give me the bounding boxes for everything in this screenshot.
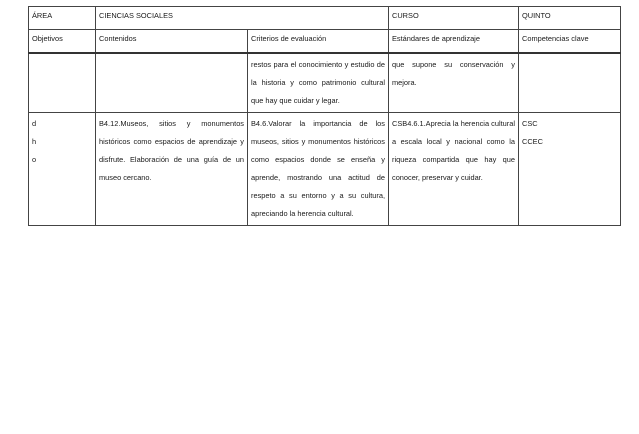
content-row — [29, 113, 621, 226]
area-label: ÁREA — [32, 11, 53, 20]
curso-value-cell — [519, 7, 621, 30]
col-criterios: Criterios de evaluación — [248, 30, 389, 54]
estandares-cell: CSB4.6.1.Aprecia la herencia cultural a escala local y nacional como la riqueza compartida que hay que conocer, preservar y cuidar. — [389, 113, 519, 226]
col-objetivos: Objetivos — [29, 30, 96, 54]
area-value: CIENCIAS SOCIALES — [99, 11, 173, 20]
objetivo-item: o — [32, 155, 37, 164]
curso-value: QUINTO — [522, 11, 551, 20]
column-header-row — [29, 30, 621, 54]
contenidos-cell: B4.12.Museos, sitios y monumentos históricos como espacios de aprendizaje y disfrute. Elaboración de una guía de un museo cercano. — [96, 113, 248, 226]
cont-estandares-cell: que supone su conservación y mejora. — [389, 53, 519, 113]
curso-label: CURSO — [392, 11, 419, 20]
col-estandares: Estándares de aprendizaje — [389, 30, 519, 54]
header-row — [29, 7, 621, 30]
competencia-item: CSC — [522, 119, 538, 128]
continuation-row — [29, 53, 621, 113]
criterios-cell: B4.6.Valorar la importancia de los museos, sitios y monumentos históricos como espacios donde se enseña y aprende, mostrando una actitud de respeto a su entorno y a su cultura, apreciando la herencia cultural. — [248, 113, 389, 226]
objetivo-item: d — [32, 119, 37, 128]
cont-objetivos-cell — [29, 53, 96, 113]
cont-contenidos-cell — [96, 53, 248, 113]
objetivo-item: h — [32, 137, 37, 146]
area-value-cell — [96, 7, 389, 30]
cont-criterios-cell: restos para el conocimiento y estudio de la historia y como patrimonio cultural que hay que cuidar y legar. — [248, 53, 389, 113]
competencias-cell — [519, 113, 621, 226]
competencia-item: CCEC — [522, 137, 543, 146]
col-contenidos: Contenidos — [96, 30, 248, 54]
curso-label-cell — [389, 7, 519, 30]
curriculum-table — [28, 6, 621, 226]
objetivos-cell — [29, 113, 96, 226]
area-label-cell — [29, 7, 96, 30]
col-competencias: Competencias clave — [519, 30, 621, 54]
cont-competencias-cell — [519, 53, 621, 113]
